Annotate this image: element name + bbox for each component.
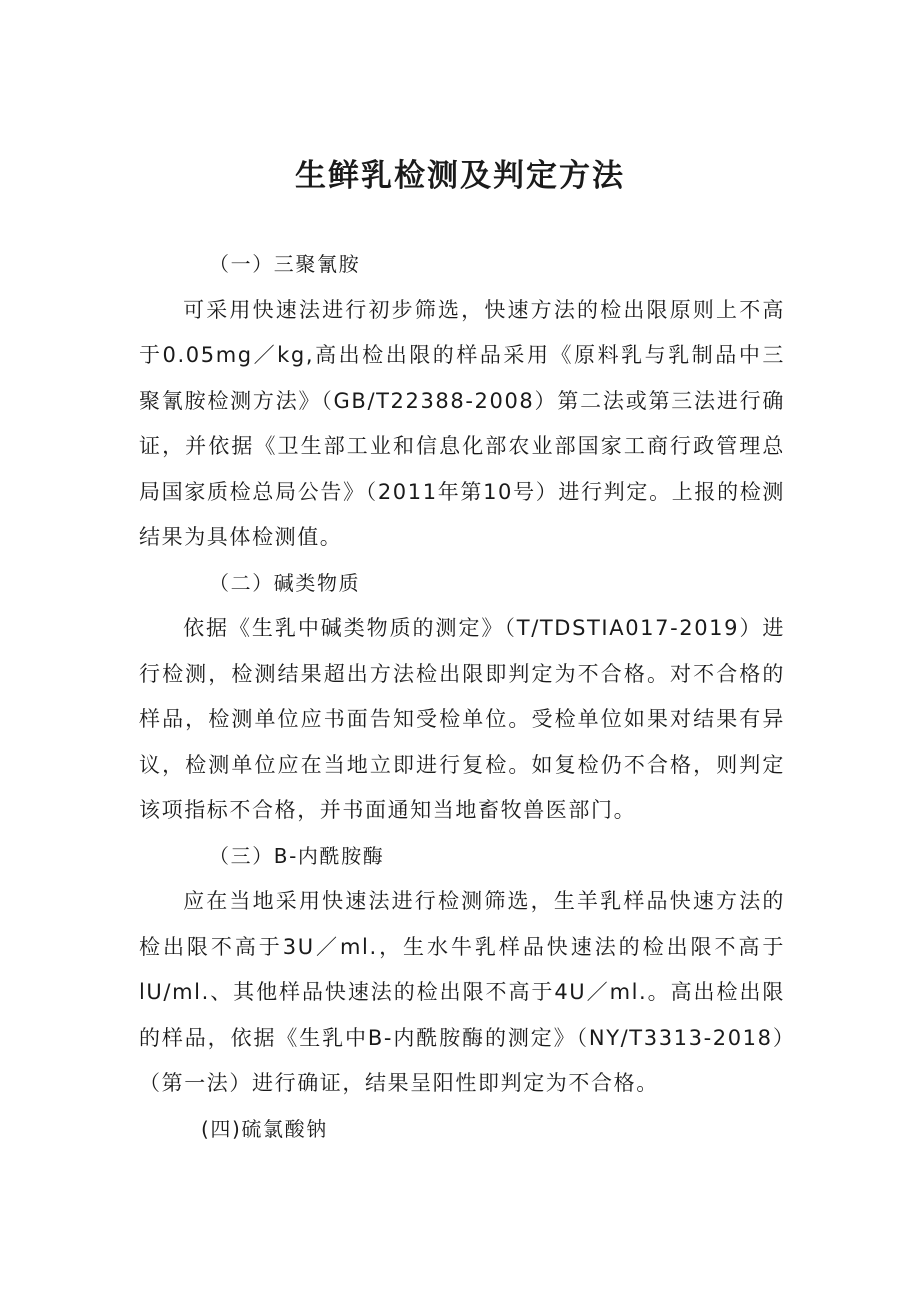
section-heading-beta-lactamase: （三）B-内酰胺酶 (209, 843, 385, 868)
document-body (139, 242, 785, 1152)
section-heading-alkali: （二）碱类物质 (209, 570, 361, 595)
section-heading-sodium-thiocyanate: (四)硫氯酸钠 (201, 1116, 328, 1141)
section-body-alkali: 依据《生乳中碱类物质的测定》（T/TDSTIA017-2019）进行检测，检测结果超出方法检出限即判定为不合格。对不合格的样品，检测单位应书面告知受检单位。受检单位如果对结果有异议，检测单位应在当地立即进行复检。如复检仍不合格，则判定该项指标不合格，并书面通知当地畜牧兽医部门。 (139, 616, 785, 822)
document-title: 生鲜乳检测及判定方法 (295, 158, 625, 194)
section-body-beta-lactamase: 应在当地采用快速法进行检测筛选，生羊乳样品快速方法的检出限不高于3U／ml.，生水牛乳样品快速法的检出限不高于lU/ml.、其他样品快速法的检出限不高于4U／ml.。高出检出限的样品，依据《生乳中B-内酰胺酶的测定》（NY/T3313-2018）（第一法）进行确证，结果呈阳性即判定为不合格。 (139, 889, 785, 1095)
section-body-melamine: 可采用快速法进行初步筛选，快速方法的检出限原则上不高于0.05mg／kg,高出检出限的样品采用《原料乳与乳制品中三聚氰胺检测方法》（GB/T22388-2008）第二法或第三法进行确证，并依据《卫生部工业和信息化部农业部国家工商行政管理总局国家质检总局公告》（2011年第10号）进行判定。上报的检测结果为具体检测值。 (139, 297, 785, 549)
section-heading-melamine: （一）三聚氰胺 (209, 252, 361, 276)
